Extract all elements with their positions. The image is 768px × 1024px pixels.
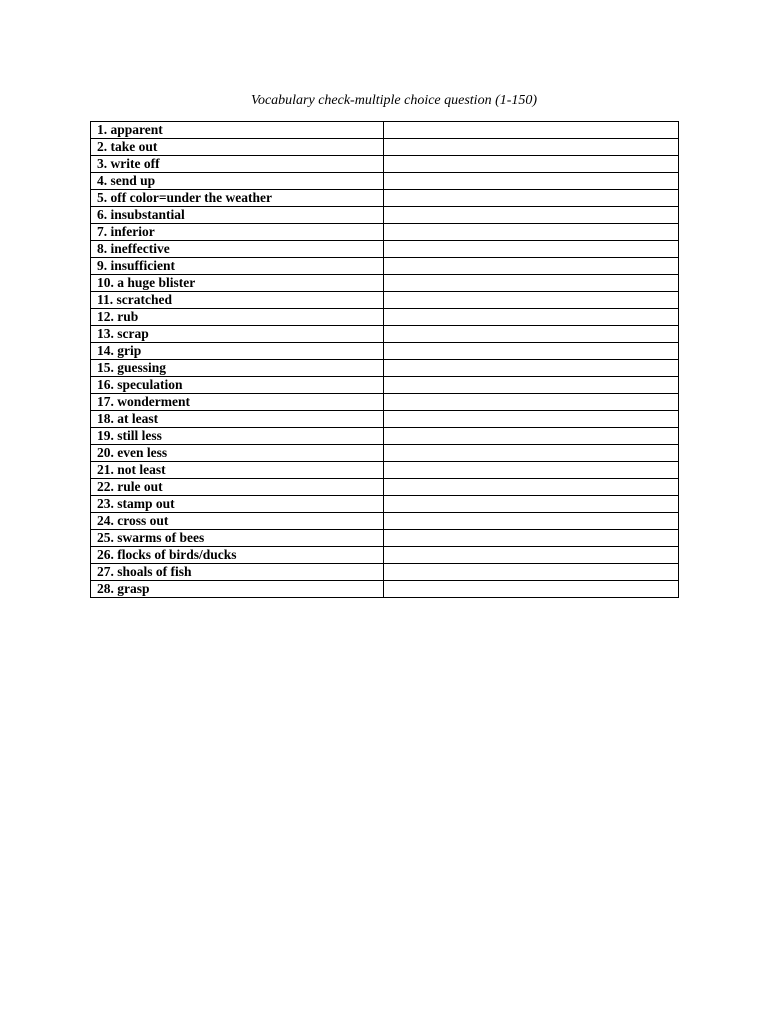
vocab-term-cell: 19. still less bbox=[91, 428, 384, 445]
vocab-term-cell: 8. ineffective bbox=[91, 241, 384, 258]
answer-cell bbox=[384, 462, 679, 479]
vocab-term-cell: 13. scrap bbox=[91, 326, 384, 343]
vocab-term-cell: 14. grip bbox=[91, 343, 384, 360]
table-row bbox=[91, 139, 679, 156]
answer-cell bbox=[384, 275, 679, 292]
vocab-term-cell: 1. apparent bbox=[91, 122, 384, 139]
vocab-term-cell: 9. insufficient bbox=[91, 258, 384, 275]
answer-cell bbox=[384, 309, 679, 326]
vocab-term-cell: 25. swarms of bees bbox=[91, 530, 384, 547]
vocabulary-table bbox=[90, 121, 679, 598]
table-row bbox=[91, 156, 679, 173]
answer-cell bbox=[384, 411, 679, 428]
answer-cell bbox=[384, 479, 679, 496]
answer-cell bbox=[384, 394, 679, 411]
vocab-term-cell: 26. flocks of birds/ducks bbox=[91, 547, 384, 564]
table-row bbox=[91, 292, 679, 309]
answer-cell bbox=[384, 377, 679, 394]
vocab-term-cell: 28. grasp bbox=[91, 581, 384, 598]
answer-cell bbox=[384, 139, 679, 156]
table-row bbox=[91, 394, 679, 411]
table-row bbox=[91, 513, 679, 530]
vocab-term-cell: 3. write off bbox=[91, 156, 384, 173]
table-row bbox=[91, 326, 679, 343]
answer-cell bbox=[384, 428, 679, 445]
vocab-term-cell: 4. send up bbox=[91, 173, 384, 190]
answer-cell bbox=[384, 122, 679, 139]
vocab-term-cell: 5. off color=under the weather bbox=[91, 190, 384, 207]
table-row bbox=[91, 343, 679, 360]
table-row bbox=[91, 377, 679, 394]
vocab-term-cell: 16. speculation bbox=[91, 377, 384, 394]
answer-cell bbox=[384, 156, 679, 173]
table-row bbox=[91, 462, 679, 479]
table-row bbox=[91, 309, 679, 326]
table-row bbox=[91, 258, 679, 275]
vocab-term-cell: 17. wonderment bbox=[91, 394, 384, 411]
table-row bbox=[91, 581, 679, 598]
answer-cell bbox=[384, 547, 679, 564]
table-row bbox=[91, 122, 679, 139]
table-row bbox=[91, 530, 679, 547]
answer-cell bbox=[384, 530, 679, 547]
table-row bbox=[91, 190, 679, 207]
vocab-term-cell: 23. stamp out bbox=[91, 496, 384, 513]
table-row bbox=[91, 547, 679, 564]
answer-cell bbox=[384, 207, 679, 224]
document-title: Vocabulary check-multiple choice question (1-150) bbox=[250, 93, 538, 108]
vocab-term-cell: 22. rule out bbox=[91, 479, 384, 496]
table-row bbox=[91, 564, 679, 581]
vocab-term-cell: 10. a huge blister bbox=[91, 275, 384, 292]
table-row bbox=[91, 275, 679, 292]
vocab-term-cell: 12. rub bbox=[91, 309, 384, 326]
vocab-term-cell: 21. not least bbox=[91, 462, 384, 479]
answer-cell bbox=[384, 496, 679, 513]
table-row bbox=[91, 479, 679, 496]
vocab-term-cell: 6. insubstantial bbox=[91, 207, 384, 224]
table-row bbox=[91, 496, 679, 513]
vocab-term-cell: 7. inferior bbox=[91, 224, 384, 241]
table-row bbox=[91, 445, 679, 462]
answer-cell bbox=[384, 190, 679, 207]
vocab-term-cell: 15. guessing bbox=[91, 360, 384, 377]
vocab-term-cell: 20. even less bbox=[91, 445, 384, 462]
vocab-term-cell: 2. take out bbox=[91, 139, 384, 156]
vocab-term-cell: 27. shoals of fish bbox=[91, 564, 384, 581]
table-row bbox=[91, 173, 679, 190]
table-row bbox=[91, 224, 679, 241]
vocabulary-table-body bbox=[91, 122, 679, 598]
answer-cell bbox=[384, 224, 679, 241]
vocab-term-cell: 11. scratched bbox=[91, 292, 384, 309]
table-row bbox=[91, 207, 679, 224]
answer-cell bbox=[384, 343, 679, 360]
answer-cell bbox=[384, 581, 679, 598]
answer-cell bbox=[384, 326, 679, 343]
answer-cell bbox=[384, 173, 679, 190]
vocab-term-cell: 24. cross out bbox=[91, 513, 384, 530]
answer-cell bbox=[384, 360, 679, 377]
table-row bbox=[91, 241, 679, 258]
vocab-term-cell: 18. at least bbox=[91, 411, 384, 428]
table-row bbox=[91, 411, 679, 428]
answer-cell bbox=[384, 258, 679, 275]
answer-cell bbox=[384, 292, 679, 309]
answer-cell bbox=[384, 241, 679, 258]
answer-cell bbox=[384, 513, 679, 530]
table-row bbox=[91, 360, 679, 377]
table-row bbox=[91, 428, 679, 445]
answer-cell bbox=[384, 445, 679, 462]
answer-cell bbox=[384, 564, 679, 581]
